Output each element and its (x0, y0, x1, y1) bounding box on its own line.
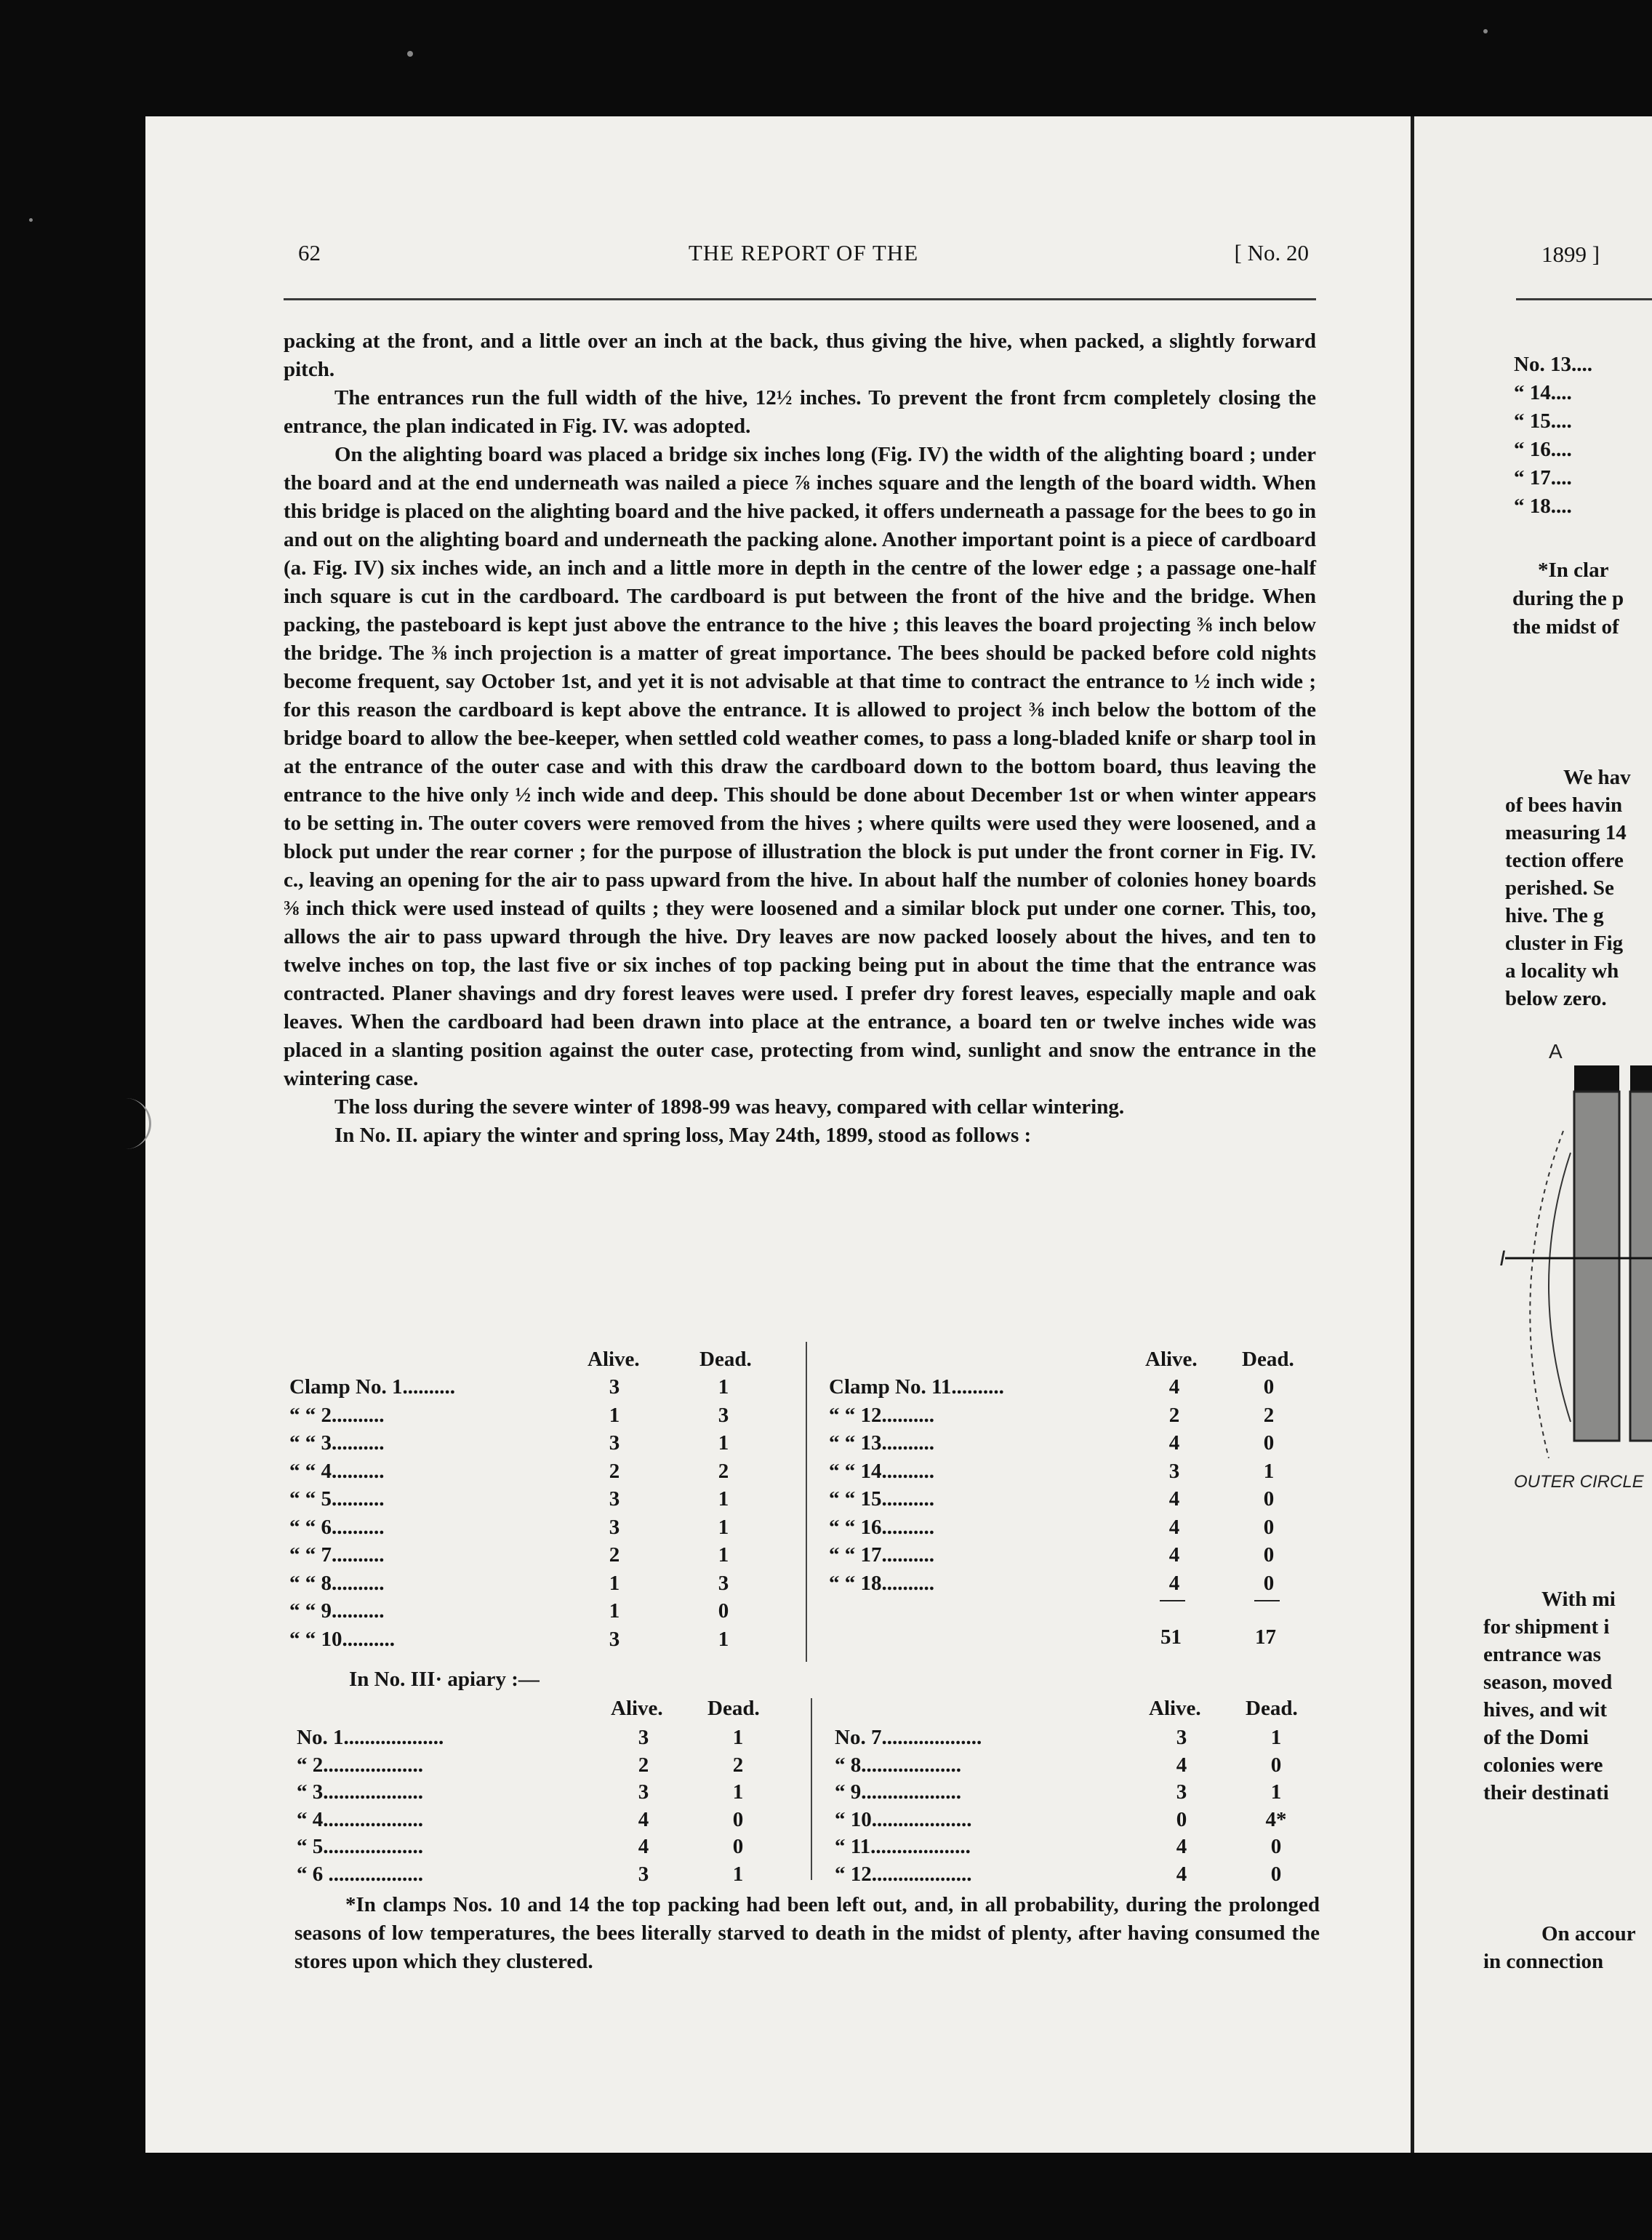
dead-count: 3 (718, 1403, 729, 1427)
row-label: “ “ 17.......... (829, 1543, 934, 1567)
alive-count: 0 (1176, 1807, 1187, 1831)
figure-label-a: A (1549, 1040, 1563, 1063)
alive-count: 4 (1168, 1375, 1180, 1399)
dead-count: 1 (1263, 1459, 1275, 1483)
row-label: “ 6 .................. (297, 1862, 423, 1886)
dead-count: 1 (718, 1515, 729, 1539)
column-header-alive: Alive. (1149, 1697, 1201, 1720)
alive-count: 1 (609, 1599, 620, 1623)
text-line: No. 13.... (1514, 353, 1592, 376)
dead-count: 1 (718, 1543, 729, 1567)
alive-count: 1 (609, 1403, 620, 1427)
text-line: measuring 14 (1505, 821, 1627, 844)
row-label: “ 2................... (297, 1753, 423, 1777)
alive-count: 4 (638, 1807, 649, 1831)
paragraph: In No. II. apiary the winter and spring loss, May 24th, 1899, stood as follows : (334, 1124, 1032, 1147)
row-label: “ 10................... (835, 1807, 972, 1831)
alive-count: 3 (1176, 1780, 1187, 1804)
figure-label-i: I (1499, 1247, 1506, 1271)
row-label: “ “ 14.......... (829, 1459, 934, 1483)
text-line: for shipment i (1483, 1615, 1610, 1639)
alive-count: 4 (1168, 1515, 1180, 1539)
row-label: “ “ 9.......... (289, 1599, 385, 1623)
text-line: colonies were (1483, 1753, 1603, 1777)
alive-count: 4 (1168, 1571, 1180, 1595)
alive-count: 3 (638, 1780, 649, 1804)
row-label: “ “ 5.......... (289, 1487, 385, 1511)
page-header (298, 240, 1309, 269)
total-alive: 51 (1160, 1625, 1182, 1649)
column-header-alive: Alive. (588, 1348, 640, 1371)
text-line: entrance was (1483, 1643, 1601, 1666)
column-header-dead: Dead. (699, 1348, 752, 1371)
text-line: “ 16.... (1514, 438, 1572, 461)
dead-count: 1 (732, 1780, 744, 1804)
total-dead: 17 (1255, 1625, 1276, 1649)
footnote (294, 1891, 1320, 1976)
dead-count: 1 (718, 1627, 729, 1651)
alive-count: 2 (638, 1753, 649, 1777)
text-line: perished. Se (1505, 876, 1614, 900)
text-line: tection offere (1505, 849, 1624, 872)
text-line: hive. The g (1505, 904, 1604, 927)
alive-count: 4 (638, 1835, 649, 1858)
alive-count: 3 (1168, 1459, 1180, 1483)
issue-number: [ No. 20 (1234, 240, 1309, 265)
column-header-dead: Dead. (707, 1697, 760, 1720)
alive-count: 3 (609, 1375, 620, 1399)
dead-count: 0 (1270, 1835, 1282, 1858)
dead-count: 0 (1263, 1515, 1275, 1539)
row-label: “ “ 16.......... (829, 1515, 934, 1539)
row-label: “ 5................... (297, 1835, 423, 1858)
paragraph: On the alighting board was placed a bridge six inches long (Fig. IV) the width of the alighting board ; under the board and at the end underneath was nailed a piece ⅞ inches square and the length of the board width. When this bridge is placed on the alighting board and the hive packed, it offers underneath a passage for the bees to go in and out on the alighting board and underneath the packing alone. Another important point is a piece of cardboard (a. Fig. IV) six inches wide, an inch and a little more in depth in the centre of the lower edge ; a passage one-half inch square is cut in the cardboard. The cardboard is put between the front of the hive and the bridge. When packing, the pasteboard is kept just above the entrance to the hive ; this leaves the board projecting ⅜ inch below the bridge. The ⅜ inch projection is a matter of great importance. The bees should be packed before cold nights become frequent, say October 1st, and yet it is not advisable at that time to contract the entrance to ½ inch wide ; for this reason the cardboard is kept above the entrance. It is allowed to project ⅜ inch below the bottom of the bridge board to allow the bee-keeper, when settled cold weather comes, to pass a long-bladed knife or sharp tool in at the entrance of the outer case and with this draw the cardboard down to the bottom board, thus leaving the entrance to the hive only ½ inch wide and deep. This should be done about December 1st or when winter appears to be setting in. The outer covers were removed from the hives ; where quilts were used they were loosened, and a block put under the rear corner ; for the purpose of illustration the block is put under the front corner in Fig. IV. c., leaving an opening for the air to pass upward from the hive. In about half the number of colonies honey boards ⅜ inch thick were used instead of quilts ; they were loosened and a similar block put under one corner. This, too, allows the air to pass upward through the hive. Dry leaves are now packed loosely about the hives, and ten to twelve inches on top, the last five or six inches of top packing being put in about the time that the entrance was contracted. Planer shavings and dry forest leaves were used. I prefer dry forest leaves, especially maple and oak leaves. When the cardboard had been drawn into place at the entrance, a board ten or twelve inches wide was placed in a slanting position against the outer case, protecting from wind, sunlight and snow the entrance in the wintering case. (284, 443, 1316, 1090)
dead-count: 1 (718, 1431, 729, 1455)
total-rule (1160, 1600, 1185, 1601)
text-line: in connection (1483, 1950, 1604, 1973)
paragraph: The entrances run the full width of the hive, 12½ inches. To prevent the front frcm completely closing the entrance, the plan indicated in Fig. IV. was adopted. (284, 386, 1316, 438)
alive-count: 4 (1176, 1862, 1187, 1886)
alive-count: 3 (609, 1515, 620, 1539)
row-label: “ “ 4.......... (289, 1459, 385, 1483)
alive-count: 4 (1168, 1431, 1180, 1455)
text-line: season, moved (1483, 1671, 1613, 1694)
alive-count: 3 (609, 1487, 620, 1511)
dead-count: 2 (1263, 1403, 1275, 1427)
row-label: “ “ 18.......... (829, 1571, 934, 1595)
row-label: “ 11................... (835, 1835, 971, 1858)
dead-count: 0 (1263, 1375, 1275, 1399)
row-label: “ “ 10.......... (289, 1627, 395, 1651)
row-label: “ “ 13.......... (829, 1431, 934, 1455)
text-line: their destinati (1483, 1781, 1609, 1804)
row-label: “ “ 8.......... (289, 1571, 385, 1595)
text-line: “ 15.... (1514, 409, 1572, 433)
text-line: With mi (1541, 1588, 1616, 1611)
alive-count: 3 (609, 1627, 620, 1651)
alive-count: 2 (609, 1543, 620, 1567)
alive-count: 4 (1168, 1487, 1180, 1511)
row-label: No. 1................... (297, 1726, 444, 1749)
alive-count: 4 (1176, 1753, 1187, 1777)
dead-count: 0 (1263, 1543, 1275, 1567)
text-line: “ 18.... (1514, 495, 1572, 518)
alive-count: 3 (638, 1862, 649, 1886)
row-label: “ 8................... (835, 1753, 961, 1777)
row-label: “ 3................... (297, 1780, 423, 1804)
total-rule (1254, 1600, 1280, 1601)
body-text (284, 327, 1316, 1150)
header-rule (284, 298, 1316, 300)
dead-count: 3 (718, 1571, 729, 1595)
text-line: of the Domi (1483, 1726, 1589, 1749)
footnote-text: *In clamps Nos. 10 and 14 the top packing had been left out, and, in all probability, during the prolonged seasons of low temperatures, the bees literally starved to death in the midst of plenty, after having consumed the stores upon which they clustered. (294, 1893, 1320, 1973)
dust-speck (407, 51, 413, 57)
table-divider (806, 1342, 807, 1662)
figure-caption: OUTER CIRCLE (1514, 1472, 1644, 1492)
text-line: below zero. (1505, 987, 1607, 1010)
row-label: Clamp No. 11.......... (829, 1375, 1004, 1399)
dead-count: 1 (732, 1862, 744, 1886)
alive-count: 2 (609, 1459, 620, 1483)
dead-count: 4* (1265, 1807, 1287, 1831)
alive-count: 1 (609, 1571, 620, 1595)
dust-speck (1483, 29, 1488, 33)
paragraph: packing at the front, and a little over an inch at the back, thus giving the hive, when packed, a slightly forward pitch. (284, 329, 1316, 381)
text-line: during the p (1512, 587, 1624, 610)
text-line: of bees havin (1505, 793, 1623, 817)
dead-count: 1 (718, 1375, 729, 1399)
dead-count: 0 (732, 1807, 744, 1831)
running-title: THE REPORT OF THE (688, 240, 919, 265)
text-line: On accour (1541, 1922, 1636, 1945)
right-page-header: 1899 ] (1541, 241, 1600, 267)
dead-count: 1 (1270, 1726, 1282, 1749)
dead-count: 2 (732, 1753, 744, 1777)
hive-cluster-figure (1499, 1040, 1652, 1495)
row-label: “ “ 12.......... (829, 1403, 934, 1427)
dead-count: 1 (718, 1487, 729, 1511)
dead-count: 0 (1270, 1753, 1282, 1777)
row-label: No. 7................... (835, 1726, 982, 1749)
text-line: *In clar (1538, 559, 1609, 582)
apiary-iii-intro: In No. III· apiary :— (349, 1668, 540, 1691)
alive-count: 3 (1176, 1726, 1187, 1749)
alive-count: 2 (1168, 1403, 1180, 1427)
text-line: the midst of (1512, 615, 1619, 639)
table-divider (811, 1698, 812, 1880)
row-label: “ “ 2.......... (289, 1403, 385, 1427)
right-page-rule (1516, 298, 1652, 300)
dead-count: 0 (1270, 1862, 1282, 1886)
dead-count: 0 (732, 1835, 744, 1858)
text-line: hives, and wit (1483, 1698, 1608, 1721)
text-line: We hav (1563, 766, 1631, 789)
dead-count: 0 (718, 1599, 729, 1623)
text-line: “ 14.... (1514, 381, 1572, 404)
row-label: “ 9................... (835, 1780, 961, 1804)
row-label: “ 12................... (835, 1862, 972, 1886)
row-label: “ “ 15.......... (829, 1487, 934, 1511)
row-label: Clamp No. 1.......... (289, 1375, 455, 1399)
alive-count: 3 (609, 1431, 620, 1455)
text-line: a locality wh (1505, 959, 1619, 983)
alive-count: 4 (1168, 1543, 1180, 1567)
row-label: “ “ 7.......... (289, 1543, 385, 1567)
column-header-dead: Dead. (1242, 1348, 1294, 1371)
dust-speck (29, 218, 33, 222)
dead-count: 0 (1263, 1431, 1275, 1455)
dead-count: 2 (718, 1459, 729, 1483)
paragraph: The loss during the severe winter of 1898-99 was heavy, compared with cellar wintering. (334, 1095, 1125, 1119)
dead-count: 1 (732, 1726, 744, 1749)
page-number: 62 (298, 240, 321, 265)
column-header-dead: Dead. (1246, 1697, 1298, 1720)
column-header-alive: Alive. (611, 1697, 663, 1720)
row-label: “ “ 3.......... (289, 1431, 385, 1455)
row-label: “ “ 6.......... (289, 1515, 385, 1539)
column-header-alive: Alive. (1145, 1348, 1198, 1371)
dead-count: 0 (1263, 1487, 1275, 1511)
text-line: cluster in Fig (1505, 932, 1624, 955)
dead-count: 1 (1270, 1780, 1282, 1804)
row-label: “ 4................... (297, 1807, 423, 1831)
alive-count: 4 (1176, 1835, 1187, 1858)
alive-count: 3 (638, 1726, 649, 1749)
text-line: “ 17.... (1514, 466, 1572, 489)
dead-count: 0 (1263, 1571, 1275, 1595)
